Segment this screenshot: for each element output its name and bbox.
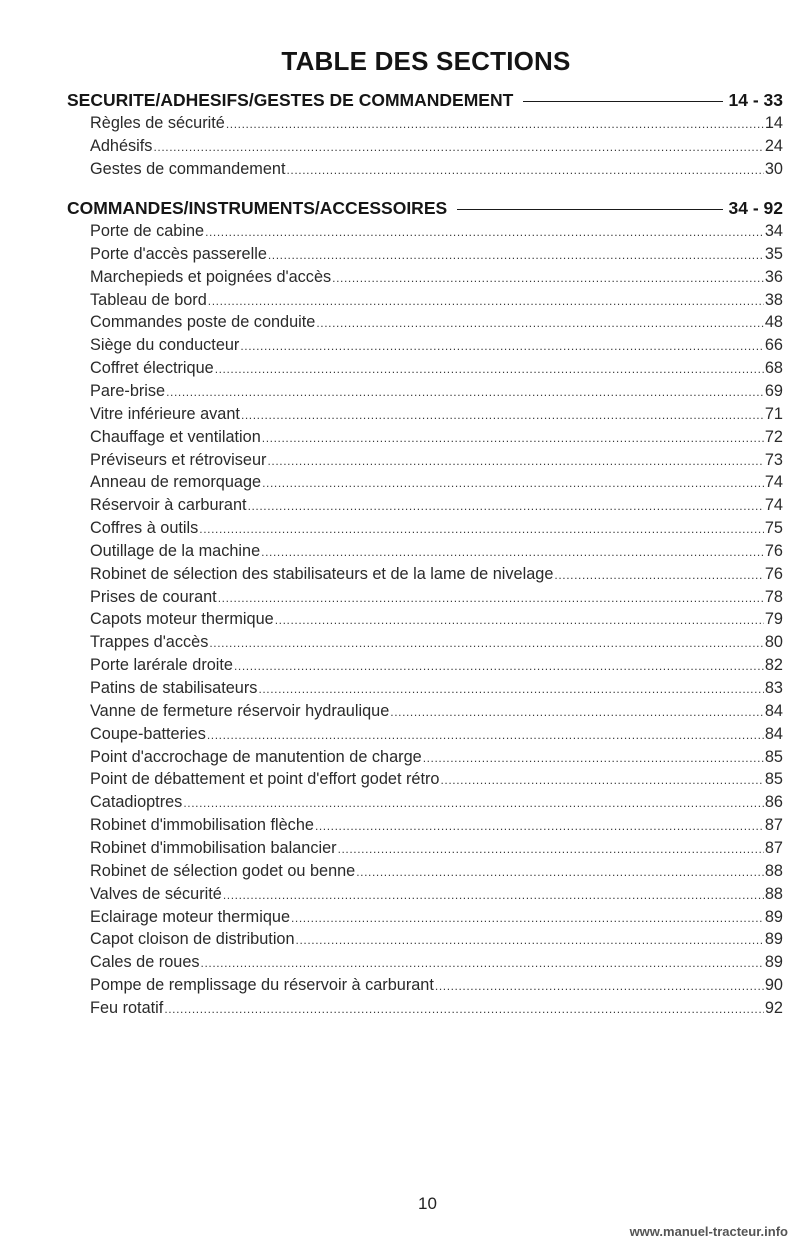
toc-entry-page: 87	[764, 838, 783, 857]
toc-entry-page: 75	[764, 519, 783, 538]
toc-entry-page: 74	[764, 473, 783, 492]
toc-entry-page: 73	[764, 450, 783, 469]
dot-leader	[258, 682, 763, 696]
toc-entry-page: 79	[764, 610, 783, 629]
toc-entry[interactable]	[90, 114, 783, 136]
toc-entry[interactable]	[90, 976, 783, 998]
dot-leader	[275, 613, 764, 627]
toc-entry-label: Préviseurs et rétroviseur	[90, 450, 267, 469]
toc-entry-label: Cales de roues	[90, 953, 200, 972]
toc-entry-page: 35	[764, 244, 783, 263]
toc-entry-page: 68	[764, 359, 783, 378]
dot-leader	[296, 933, 764, 947]
toc-entry[interactable]	[90, 930, 783, 952]
toc-entry[interactable]	[90, 519, 783, 541]
page-title: TABLE DES SECTIONS	[281, 46, 571, 76]
dot-leader	[338, 842, 764, 856]
toc-entry-page: 38	[764, 290, 783, 309]
dot-leader	[164, 1002, 764, 1016]
leader-rule	[523, 101, 722, 102]
toc-entry-page: 82	[764, 656, 783, 675]
dot-leader	[291, 911, 764, 925]
toc-entry[interactable]	[90, 565, 783, 587]
toc-entry[interactable]	[90, 137, 783, 159]
dot-leader	[241, 408, 764, 422]
toc-entry-label: Coupe-batteries	[90, 724, 206, 743]
dot-leader	[208, 294, 764, 308]
toc-entry-label: Siège du conducteur	[90, 336, 240, 355]
toc-entry[interactable]	[90, 953, 783, 975]
toc-entry-label: Pompe de remplissage du réservoir à carburant	[90, 976, 434, 995]
toc-entry[interactable]	[90, 610, 783, 632]
toc-entry-label: Valves de sécurité	[90, 884, 222, 903]
dot-leader	[248, 499, 764, 513]
toc-entry[interactable]	[90, 496, 783, 518]
toc-entry-label: Robinet de sélection godet ou benne	[90, 861, 356, 880]
toc-entry[interactable]	[90, 473, 783, 495]
toc-entry[interactable]	[90, 428, 783, 450]
dot-leader	[435, 979, 764, 993]
dot-leader	[234, 659, 764, 673]
toc-entry[interactable]	[90, 588, 783, 610]
toc-entry-label: Porte d'accès passerelle	[90, 244, 267, 263]
toc-entry[interactable]	[90, 839, 783, 861]
toc-entry-page: 83	[764, 679, 783, 697]
toc-entry-label: Pare-brise	[90, 381, 166, 400]
toc-entry[interactable]	[90, 679, 783, 701]
toc-entry[interactable]	[90, 816, 783, 838]
dot-leader	[207, 728, 764, 742]
toc-entry-label: Robinet de sélection des stabilisateurs et de la lame de nivelage	[90, 564, 554, 583]
dot-leader	[226, 117, 764, 131]
toc-entry-page: 76	[764, 564, 783, 583]
toc-entry-label: Règles de sécurité	[90, 114, 225, 132]
dot-leader	[315, 819, 764, 833]
toc-entry-page: 74	[764, 496, 783, 515]
toc-entry[interactable]	[90, 885, 783, 907]
dot-leader	[215, 362, 764, 376]
toc-entry[interactable]	[90, 542, 783, 564]
toc-entry-label: Marchepieds et poignées d'accès	[90, 267, 332, 286]
toc-entry-page: 85	[764, 770, 783, 789]
dot-leader	[554, 568, 763, 582]
dot-leader	[183, 796, 764, 810]
toc-entry-label: Vanne de fermeture réservoir hydraulique	[90, 701, 390, 720]
toc-entry-page: 92	[764, 998, 783, 1017]
toc-entry[interactable]	[90, 748, 783, 770]
toc-entry-label: Patins de stabilisateurs	[90, 679, 258, 697]
dot-leader	[209, 636, 764, 650]
dot-leader	[440, 773, 763, 787]
toc-entry[interactable]	[90, 336, 783, 358]
toc-entry-page: 86	[764, 793, 783, 812]
toc-entry-label: Tableau de bord	[90, 290, 207, 309]
toc-entry[interactable]	[90, 702, 783, 724]
toc-entry-label: Porte larérale droite	[90, 656, 233, 675]
toc-entry-page: 84	[764, 701, 783, 720]
toc-entry-label: Gestes de commandement	[90, 159, 286, 178]
toc-entry-page: 71	[764, 404, 783, 423]
toc-entry-page: 24	[764, 136, 783, 155]
toc-entry[interactable]	[90, 656, 783, 678]
toc-entry[interactable]	[90, 268, 783, 290]
toc-entry[interactable]	[90, 359, 783, 381]
toc-entry[interactable]	[90, 793, 783, 815]
dot-leader	[286, 163, 763, 177]
toc-entry-page: 85	[764, 747, 783, 766]
toc-entry-label: Point de débattement et point d'effort godet rétro	[90, 770, 440, 789]
dot-leader	[262, 476, 764, 490]
toc-entry-page: 14	[764, 114, 783, 132]
dot-leader	[153, 140, 763, 154]
toc-entry-page: 48	[764, 313, 783, 332]
toc-entry[interactable]	[90, 999, 783, 1021]
toc-entry-label: Coffres à outils	[90, 519, 199, 538]
dot-leader	[205, 225, 764, 239]
toc-entry-page: 89	[764, 953, 783, 972]
toc-entry[interactable]	[90, 908, 783, 930]
section-title: SECURITE/ADHESIFS/GESTES DE COMMANDEMENT	[67, 90, 514, 110]
dot-leader	[199, 522, 764, 536]
toc-entry-page: 88	[764, 861, 783, 880]
dot-leader	[166, 385, 764, 399]
section-heading[interactable]	[67, 198, 783, 220]
toc-entry[interactable]	[90, 222, 783, 244]
toc-entry-label: Point d'accrochage de manutention de charge	[90, 747, 422, 766]
toc-entry-page: 78	[764, 587, 783, 606]
toc-entry-label: Chauffage et ventilation	[90, 427, 261, 446]
toc-entry[interactable]	[90, 313, 783, 335]
dot-leader	[261, 545, 764, 559]
dot-leader	[316, 316, 764, 330]
toc-entry-page: 87	[764, 816, 783, 835]
toc-entry-page: 90	[764, 976, 783, 995]
toc-entry-label: Capots moteur thermique	[90, 610, 274, 629]
toc-entry-page: 89	[764, 930, 783, 949]
section-heading[interactable]	[67, 90, 783, 112]
toc-entry-label: Trappes d'accès	[90, 633, 209, 652]
toc-entry-label: Coffret électrique	[90, 359, 214, 378]
toc-entry[interactable]	[90, 405, 783, 427]
toc-entry[interactable]	[90, 633, 783, 655]
dot-leader	[201, 956, 764, 970]
toc-entry-page: 80	[764, 633, 783, 652]
toc-entry-page: 69	[764, 381, 783, 400]
toc-entry-label: Prises de courant	[90, 587, 217, 606]
toc-entry-label: Eclairage moteur thermique	[90, 907, 290, 926]
toc-entry-label: Outillage de la machine	[90, 541, 261, 560]
toc-entry[interactable]	[90, 451, 783, 473]
toc-entry[interactable]	[90, 291, 783, 313]
toc-entry-page: 89	[764, 907, 783, 926]
dot-leader	[390, 705, 764, 719]
dot-leader	[223, 888, 764, 902]
toc-entry-label: Anneau de remorquage	[90, 473, 262, 492]
toc-entry-page: 66	[764, 336, 783, 355]
toc-entry-label: Catadioptres	[90, 793, 183, 812]
section-page-range: 34 - 92	[728, 198, 783, 218]
toc-entry-page: 30	[764, 159, 783, 178]
toc-entry-page: 72	[764, 427, 783, 446]
toc-entry-label: Porte de cabine	[90, 222, 205, 240]
dot-leader	[332, 271, 764, 285]
section-title: COMMANDES/INSTRUMENTS/ACCESSOIRES	[67, 198, 448, 218]
toc-entry-page: 36	[764, 267, 783, 286]
toc-entry[interactable]	[90, 725, 783, 747]
dot-leader	[267, 454, 763, 468]
dot-leader	[262, 431, 764, 445]
toc-entry-page: 76	[764, 541, 783, 560]
leader-rule	[457, 209, 722, 210]
toc-entry-page: 88	[764, 884, 783, 903]
toc-entry[interactable]	[90, 770, 783, 792]
toc-entry-label: Vitre inférieure avant	[90, 404, 240, 423]
toc-entry[interactable]	[90, 245, 783, 267]
toc-entry-label: Feu rotatif	[90, 998, 164, 1017]
toc-entry-label: Commandes poste de conduite	[90, 313, 316, 332]
dot-leader	[240, 339, 764, 353]
toc-entry-page: 34	[764, 222, 783, 240]
toc-entry[interactable]	[90, 862, 783, 884]
toc-entry-label: Capot cloison de distribution	[90, 930, 295, 949]
toc-entry-page: 84	[764, 724, 783, 743]
toc-entry-label: Robinet d'immobilisation balancier	[90, 838, 337, 857]
toc-entry-label: Adhésifs	[90, 136, 153, 155]
dot-leader	[218, 591, 764, 605]
section-page-range: 14 - 33	[728, 90, 783, 110]
footer-url: www.manuel-tracteur.info	[629, 1224, 788, 1239]
toc-entry-label: Réservoir à carburant	[90, 496, 247, 515]
dot-leader	[423, 751, 764, 765]
dot-leader	[356, 865, 764, 879]
toc-entry[interactable]	[90, 160, 783, 182]
dot-leader	[268, 248, 764, 262]
page-number: 10	[418, 1194, 437, 1213]
toc-entry-label: Robinet d'immobilisation flèche	[90, 816, 314, 835]
toc-entry[interactable]	[90, 382, 783, 404]
